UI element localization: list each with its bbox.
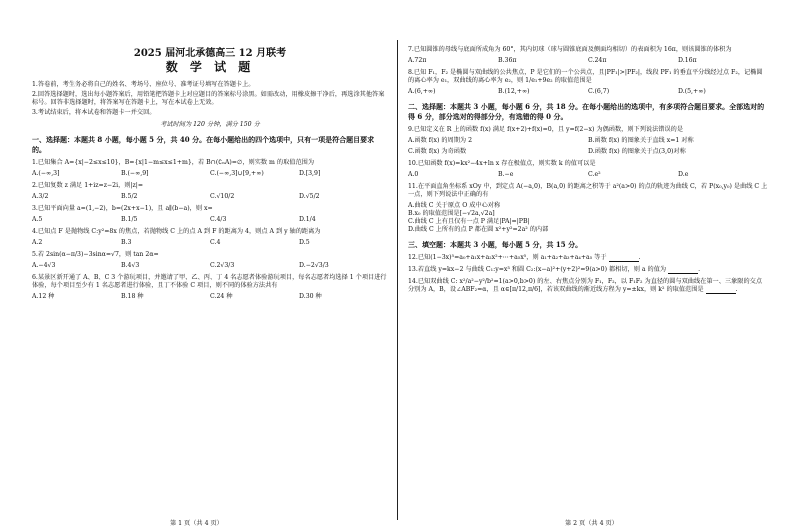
question-12: 12.已知(1−3x)⁵=a₀+a₁x+a₂x²+⋯+a₅x⁵，则 a₁+a₂+a₃+a₄+a₅ 等于 . xyxy=(408,254,641,261)
option: A.−4√3 xyxy=(32,262,56,269)
exam-subtitle: 数 学 试 题 xyxy=(165,60,255,74)
option: B.4√3 xyxy=(121,262,140,269)
question-3-options xyxy=(32,216,388,224)
option: A.(6,+∞) xyxy=(408,88,436,95)
option: A.12 种 xyxy=(32,293,55,300)
option: D.30 种 xyxy=(299,293,322,300)
option: D.e xyxy=(678,171,689,178)
option: D.√5/2 xyxy=(299,193,320,200)
question-1: 1.已知集合 A={x|−2≤x≤10}，B={x|1−m≤x≤1+m}，若 B∩(∁ₙA)=∅，则实数 m 的取值范围为 xyxy=(32,159,315,166)
section-1-heading: 一、选择题：本题共 8 小题，每小题 5 分，共 40 分。在每小题给出的四个选项中，只有一项是符合题目要求的。 xyxy=(32,135,375,154)
question-11-options xyxy=(408,202,768,234)
option: B.(12,+∞) xyxy=(498,88,530,95)
page-footer-left: 第 1 页（共 4 页） xyxy=(170,520,223,527)
option: B.3 xyxy=(121,239,132,246)
exam-time: 考试时间为 120 分钟，满分 150 分 xyxy=(160,121,260,128)
note-2: 2.回答选择题时，选出每小题答案后，用铅笔把答题卡上对应题目的答案标号涂黑。如需改动，用橡皮擦干净后，再选涂其他答案标号。回答非选择题时，将答案写在答题卡上，写在本试卷上无效。 xyxy=(32,91,385,106)
option: C.函数 f(x) 为奇函数 xyxy=(408,148,467,155)
note-3: 3.考试结束后，将本试卷和答题卡一并交回。 xyxy=(32,109,156,116)
question-7: 7.已知圆锥的母线与底面所成角为 60°，其内切球（球与圆锥底面及侧面均相切）的表面积为 16π，则该圆锥的体积为 xyxy=(408,46,732,53)
question-2: 2.已知复数 z 满足 1+iz=z−2i，则|z|= xyxy=(32,182,144,189)
option: D.函数 f(x) 的图象关于点(3,0)对称 xyxy=(588,148,686,155)
option: D.1/4 xyxy=(299,216,316,223)
option: D.−2√3/3 xyxy=(299,262,329,269)
question-9-options xyxy=(408,137,768,156)
question-13-text: 13.若直线 y=kx−2 与曲线 C₁:y=x³ 和圆 C₂:(x−a)²+(y+2)²=9(a>0) 都相切，则 a 的值为 xyxy=(408,266,667,273)
question-14-text: 14.已知双曲线 C: x²/a²−y²/b²=1(a>0,b>0) 的左、右焦点分别为 F₁，F₂，以 F₁F₂ 为直径的圆与双曲线在第一、三象限的交点分别为 A，B，设∠ABF₂=α，且 α∈[π/12,π/6]，若该双曲线的渐近线方程为 y=±kx，则 k² 的取值范围是 xyxy=(408,278,763,293)
option: D.16π xyxy=(678,57,697,64)
option: C.√10/2 xyxy=(210,193,235,200)
section-3-heading: 三、填空题：本题共 3 小题，每小题 5 分，共 15 分。 xyxy=(408,240,583,249)
question-11: 11.在平面直角坐标系 xOy 中，到定点 A(−a,0)，B(a,0) 的距离之积等于 a²(a>0) 的点的轨迹为曲线 C，若 P(x₀,y₀) 是曲线 C 上一点，则下列说法中正确的有 xyxy=(408,183,768,198)
option: C.24π xyxy=(588,57,607,64)
exam-title: 2025 届河北承德高三 12 月联考 xyxy=(133,48,287,59)
question-12-text: 12.已知(1−3x)⁵=a₀+a₁x+a₂x²+⋯+a₅x⁵，则 a₁+a₂+a₃+a₄+a₅ 等于 xyxy=(408,254,607,261)
option: B.18 种 xyxy=(121,293,144,300)
answer-blank xyxy=(706,287,736,294)
option: B.5/2 xyxy=(121,193,138,200)
option: A.5 xyxy=(32,216,43,223)
question-10-options xyxy=(408,171,768,179)
option: C.4 xyxy=(210,239,221,246)
option: C.e² xyxy=(588,171,601,178)
question-7-options xyxy=(408,57,768,65)
question-4-options xyxy=(32,239,388,247)
option: B.1/5 xyxy=(121,216,138,223)
option: B.(−∞,9] xyxy=(121,170,149,177)
option: D.(5,+∞) xyxy=(678,88,706,95)
question-5: 5.若 2sin(α−π/3)−3sinα=√7，则 tan 2α= xyxy=(32,251,159,258)
option: A.(−∞,3] xyxy=(32,170,60,177)
right-column xyxy=(408,42,768,294)
question-8: 8.已知 F₁，F₂ 是椭圆与双曲线的公共焦点，P 是它们的一个公共点，且|PF₁|>|PF₂|，线段 PF₁ 的垂直平分线经过点 F₂，记椭圆的离心率为 e₁，双曲线的离心率为 e₂，则 1/e₁+9e₂ 的取值范围是 xyxy=(408,69,763,84)
option: D.曲线 C 上所有的点 P 都在圆 x²+y²=2a² 的内部 xyxy=(408,226,549,233)
option: D.[3,9] xyxy=(299,170,321,177)
option: B.x₀ 的取值范围是[−√2a,√2a] xyxy=(408,210,495,217)
question-14: 14.已知双曲线 C: x²/a²−y²/b²=1(a>0,b>0) 的左、右焦点分别为 F₁，F₂，以 F₁F₂ 为直径的圆与双曲线在第一、三象限的交点分别为 A，B，设∠ABF₂=α，且 α∈[π/12,π/6]，若该双曲线的渐近线方程为 y=±kx，则 k² 的取值范围是 . xyxy=(408,278,763,293)
question-2-options xyxy=(32,193,388,201)
question-1-options xyxy=(32,170,388,178)
option: C.4/3 xyxy=(210,216,227,223)
option: A.3/2 xyxy=(32,193,49,200)
question-5-options xyxy=(32,262,388,270)
question-4: 4.已知点 F 是抛物线 C:y²=8x 的焦点，若抛物线 C 上的点 A 到 F 的距离为 4，则点 A 到 y 轴的距离为 xyxy=(32,228,321,235)
option: B.36π xyxy=(498,57,517,64)
option: C.2√3/3 xyxy=(210,262,235,269)
option: A.72π xyxy=(408,57,427,64)
option: A.2 xyxy=(32,239,43,246)
option: B.函数 f(x) 的图象关于直线 x=1 对称 xyxy=(588,137,694,144)
left-column xyxy=(32,0,388,301)
question-13: 13.若直线 y=kx−2 与曲线 C₁:y=x³ 和圆 C₂:(x−a)²+(y+2)²=9(a>0) 都相切，则 a 的值为 . xyxy=(408,266,701,273)
question-6-options xyxy=(32,293,388,301)
question-9: 9.已知定义在 R 上的函数 f(x) 满足 f(x+2)+f(x)=0，且 y=f(2−x) 为偶函数，则下列说法错误的是 xyxy=(408,126,684,133)
option: A.0 xyxy=(408,171,419,178)
option: D.5 xyxy=(299,239,310,246)
column-divider xyxy=(397,40,398,520)
question-3: 3.已知平面向量 a=(1,−2)，b=(2x+x−1)，且 a∥(b−a)，则 x= xyxy=(32,205,213,212)
answer-blank xyxy=(609,255,639,262)
option: C.(−∞,3]∪[9,+∞) xyxy=(210,170,264,177)
option: B.−e xyxy=(498,171,514,178)
section-2-heading: 二、选择题：本题共 3 小题，每小题 6 分，共 18 分。在每小题给出的选项中，有多项符合题目要求。全部选对的得 6 分，部分选对的得部分分，有选错的得 0 分。 xyxy=(408,102,765,121)
option: C.曲线 C 上有且仅有一点 P 满足|PA|=|PB| xyxy=(408,218,530,225)
question-10: 10.已知函数 f(x)=kx²−4x+ln x 存在极值点，则实数 k 的值可以是 xyxy=(408,160,596,167)
question-6: 6.某景区新开通了 A、B、C 3 个游玩项目，并邀请了甲、乙、丙、丁 4 名志愿者体验游玩项目，每名志愿者均选择 1 个项目进行体验，每个项目至少有 1 名志愿者进行体验，且丁不体验 C 项目，则不同的体验方法共有 xyxy=(32,274,387,289)
option: A.函数 f(x) 的周期为 2 xyxy=(408,137,473,144)
option: A.曲线 C 关于原点 O 成中心对称 xyxy=(408,202,501,209)
note-1: 1.答卷前，考生务必将自己的姓名、考场号、座位号、准考证号填写在答题卡上。 xyxy=(32,81,255,88)
option: C.24 种 xyxy=(210,293,233,300)
exam-notes xyxy=(32,81,388,117)
page-footer-right: 第 2 页（共 4 页） xyxy=(565,520,618,527)
option: C.(6,7) xyxy=(588,88,610,95)
question-8-options xyxy=(408,88,768,96)
answer-blank xyxy=(668,267,698,274)
